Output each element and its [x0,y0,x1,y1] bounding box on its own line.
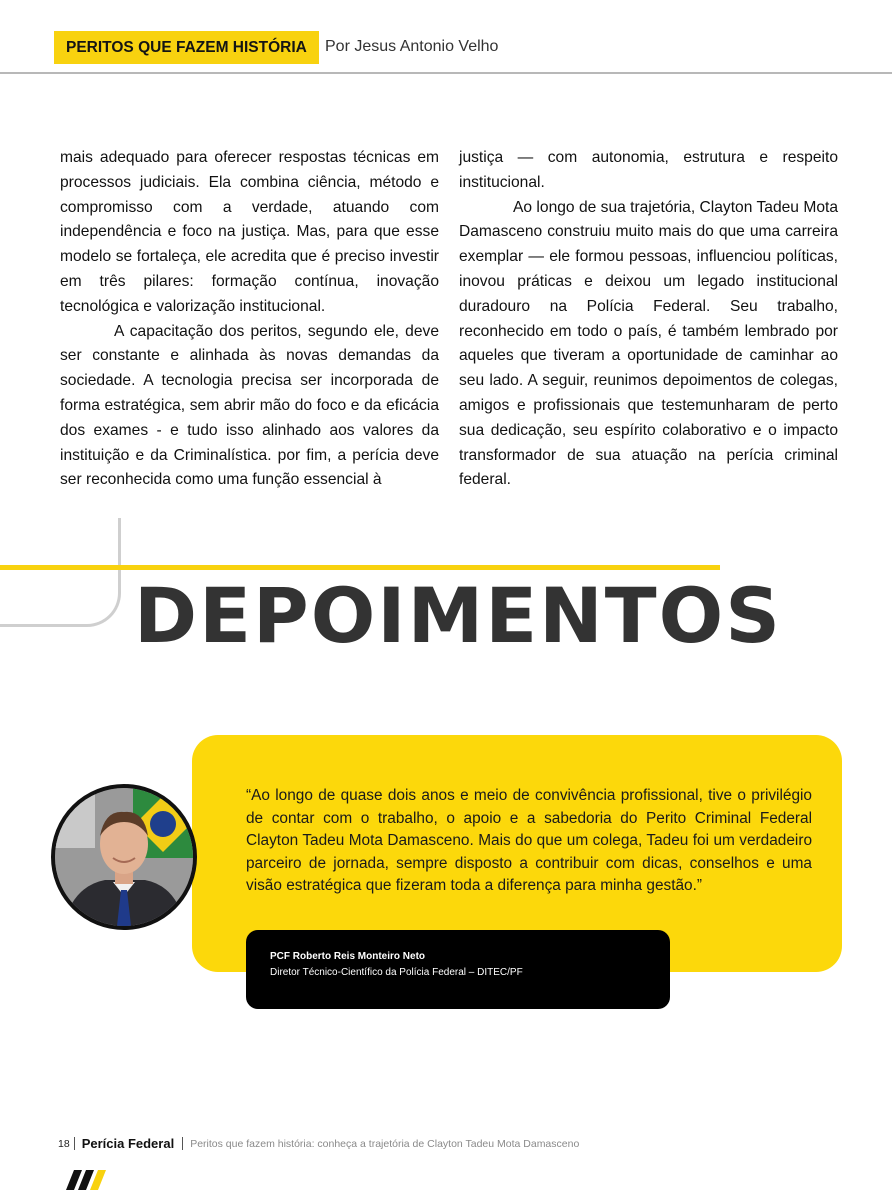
article-paragraph: A capacitação dos peritos, segundo ele, deve ser constante e alinhada às novas demandas da sociedade. A tecnologia precisa ser incorporada de forma estratégica, sem abrir mão do foco e da eficácia dos exames - e tudo isso alinhado aos valores da instituição e da Criminalística. por fim, a perícia deve ser reconhecida como uma função essencial à [60,322,439,489]
page-number: 18 [58,1137,70,1150]
article-right-column [459,146,838,493]
testimonial-quote: “Ao longo de quase dois anos e meio de convivência profissional, tive o privilégio de contar com o trabalho, o apoio e a sabedoria do Perito Criminal Federal Clayton Tadeu Mota Damasceno. Mais do que um colega, Tadeu foi um verdadeiro parceiro de jornada, sempre disposto a contribuir com dicas, conselhos e uma visão estratégica que fizeram toda a diferença para minha gestão.” [246,787,812,894]
page-footer [58,1136,579,1151]
avatar [51,784,197,930]
section-tag: PERITOS QUE FAZEM HISTÓRIA [54,31,319,64]
article-paragraph: Ao longo de sua trajetória, Clayton Tadeu Mota Damasceno construiu muito mais do que uma carreira exemplar — ele formou pessoas, influenciou políticas, inovou práticas e deixou um legado institucional duradouro na Polícia Federal. Seu trabalho, reconhecido em todo o país, é também lembrado por aqueles que tiveram a oportunidade de caminhar ao seu lado. A seguir, reunimos depoimentos de colegas, amigos e profissionais que testemunharam de perto sua dedicação, seu espírito colaborativo e o impacto transformador de sua atuação na perícia criminal federal. [459,198,838,489]
testimonial-author-name: PCF Roberto Reis Monteiro Neto [270,951,426,962]
article-left-column [60,146,439,493]
portrait-illustration [55,788,193,926]
author-byline: Por Jesus Antonio Velho [325,38,499,55]
section-title: DEPOIMENTOS [134,571,782,660]
decorative-arc [0,518,121,627]
yellow-accent-line [0,565,720,570]
magazine-name: Perícia Federal [81,1136,175,1151]
article-paragraph: mais adequado para oferecer respostas técnicas em processos judiciais. Ela combina ciência, método e compromisso com a verdade, atuando com independência e foco na justiça. Mas, para que esse modelo se fortaleça, ele acredita que é preciso investir em três pilares: formação contínua, inovação tecnológica e valorização institucional. [60,149,439,315]
header-divider [0,72,892,74]
article-paragraph: justiça — com autonomia, estrutura e respeito institucional. [459,149,838,191]
testimonial-author-role: Diretor Técnico-Científico da Polícia Federal – DITEC/PF [270,967,523,978]
stripe-marks-icon [60,1170,110,1190]
footer-separator [182,1137,183,1150]
footer-description: Peritos que fazem história: conheça a trajetória de Clayton Tadeu Mota Damasceno [190,1137,580,1150]
footer-separator [74,1137,75,1150]
